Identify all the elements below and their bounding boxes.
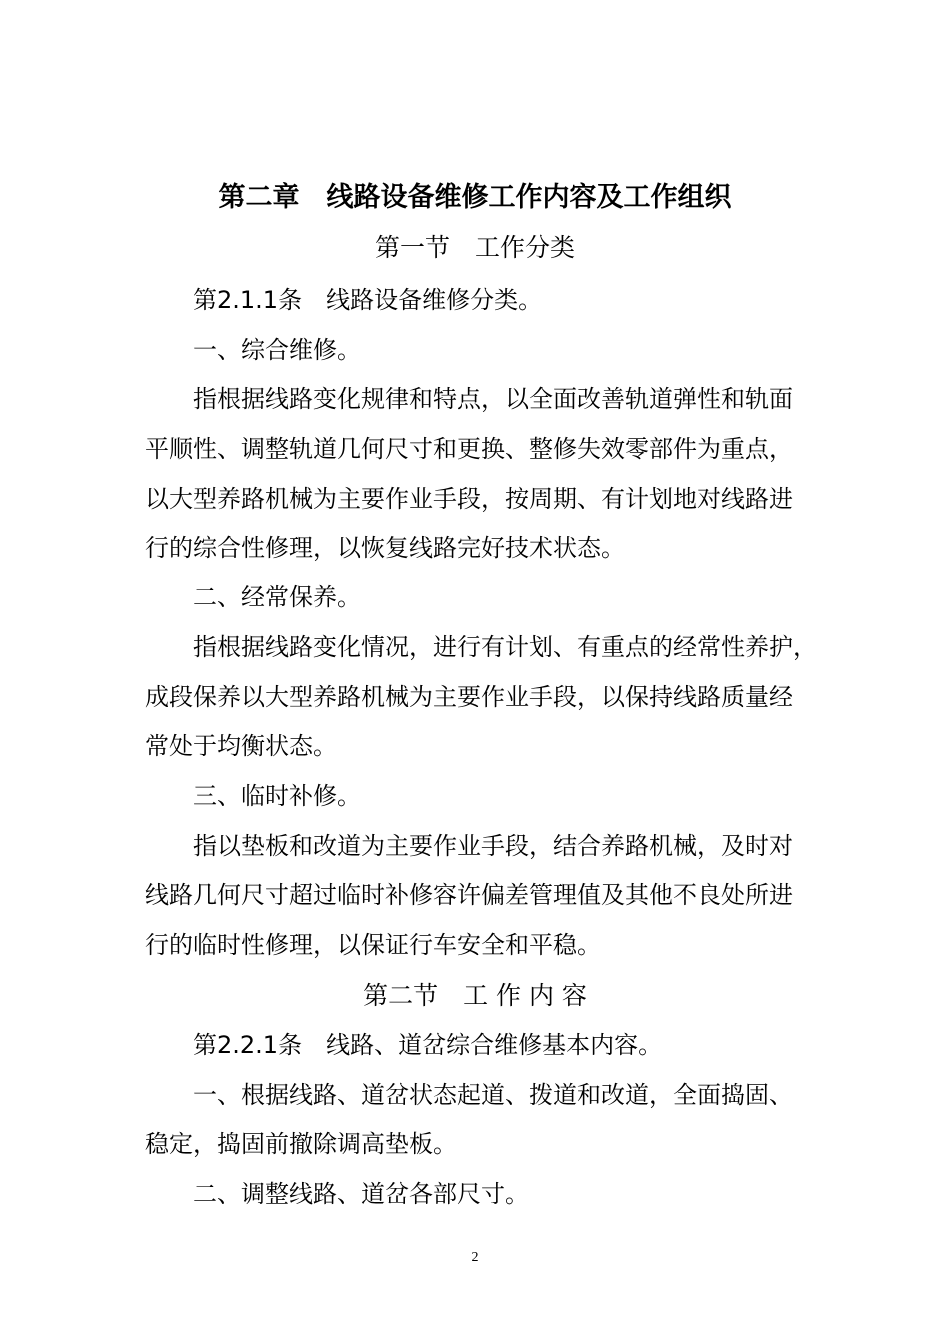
paragraph-line: 常处于均衡状态。 xyxy=(145,732,337,760)
page-number: 2 xyxy=(471,1250,479,1265)
paragraph-line: 稳定，捣固前撤除调高垫板。 xyxy=(145,1130,457,1158)
section-title-1: 第一节 工作分类 xyxy=(374,233,575,262)
paragraph-line: 行的临时性修理，以保证行车安全和平稳。 xyxy=(145,931,601,959)
paragraph-line: 行的综合性修理，以恢复线路完好技术状态。 xyxy=(145,534,625,562)
item-heading-temporary-repair: 三、临时补修。 xyxy=(193,782,361,810)
section-title-2: 第二节 工 作 内 容 xyxy=(363,981,587,1010)
item-heading-regular-maintenance: 二、经常保养。 xyxy=(193,583,361,611)
article-heading-2-2-1: 第2.2.1条 线路、道岔综合维修基本内容。 xyxy=(193,1031,663,1059)
item-heading-adjust-dimensions: 二、调整线路、道岔各部尺寸。 xyxy=(193,1180,529,1208)
article-heading-2-1-1: 第2.1.1条 线路设备维修分类。 xyxy=(193,286,543,314)
paragraph-line: 平顺性、调整轨道几何尺寸和更换、整修失效零部件为重点， xyxy=(145,435,793,463)
paragraph-line: 指根据线路变化规律和特点，以全面改善轨道弹性和轨面 xyxy=(193,385,793,413)
paragraph-line: 以大型养路机械为主要作业手段，按周期、有计划地对线路进 xyxy=(145,485,793,513)
paragraph-line: 成段保养以大型养路机械为主要作业手段，以保持线路质量经 xyxy=(145,683,793,711)
paragraph-line: 指根据线路变化情况，进行有计划、有重点的经常性养护， xyxy=(193,633,817,661)
paragraph-line: 线路几何尺寸超过临时补修容许偏差管理值及其他不良处所进 xyxy=(145,881,793,909)
paragraph-line: 一、根据线路、道岔状态起道、拨道和改道，全面捣固、 xyxy=(193,1081,793,1109)
paragraph-line: 指以垫板和改道为主要作业手段，结合养路机械，及时对 xyxy=(193,832,793,860)
item-heading-comprehensive-maintenance: 一、综合维修。 xyxy=(193,336,361,364)
chapter-title: 第二章 线路设备维修工作内容及工作组织 xyxy=(218,182,732,213)
